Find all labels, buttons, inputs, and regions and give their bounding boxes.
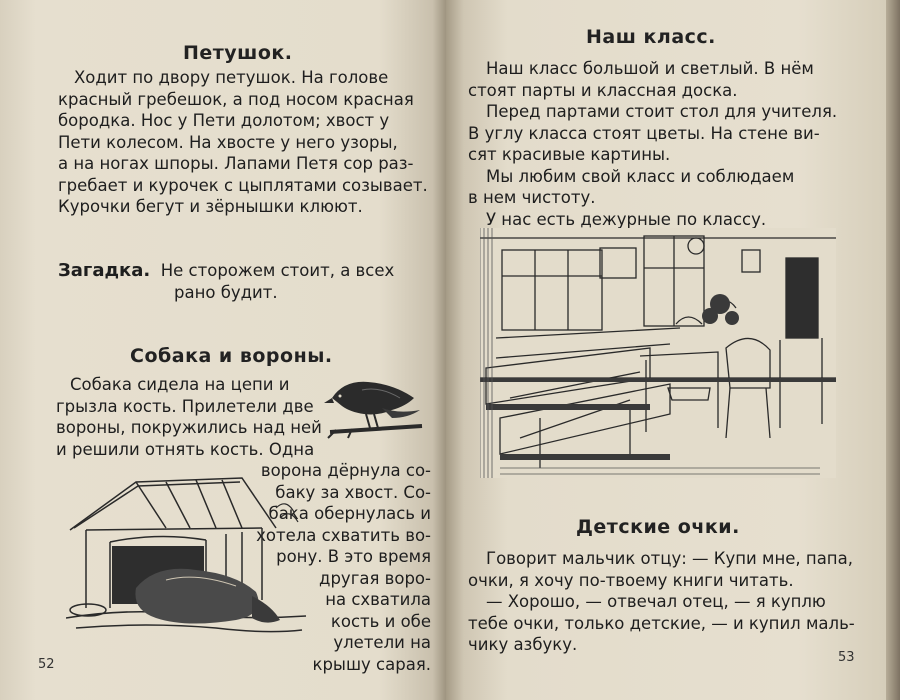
text-line: Мы любим свой класс и соблюдаем bbox=[486, 166, 795, 186]
text-line: красный гребешок, а под носом красная bbox=[58, 89, 414, 109]
text-line: В углу класса стоят цветы. На стене ви- bbox=[468, 123, 820, 143]
text-line: чику азбуку. bbox=[468, 635, 578, 654]
text-line: улетели на bbox=[333, 633, 431, 652]
text-line: Ходит по двору петушок. На голове bbox=[74, 68, 389, 87]
riddle-text-line2: рано будит. bbox=[174, 282, 278, 302]
title-sobaka: Собака и вороны. bbox=[130, 345, 333, 367]
book-edge bbox=[886, 0, 900, 700]
page-number-left: 52 bbox=[38, 657, 55, 672]
text-line: бака обернулась и bbox=[268, 504, 431, 523]
text-line: рону. В это время bbox=[276, 547, 431, 566]
right-page bbox=[446, 0, 886, 700]
text-line: сят красивые картины. bbox=[468, 145, 671, 164]
riddle-text-line1: Не сторожем стоит, а всех bbox=[160, 261, 395, 280]
text-line: У нас есть дежурные по классу. bbox=[486, 209, 767, 229]
text-line: бородка. Нос у Пети долотом; хвост у bbox=[58, 111, 390, 130]
text-line: на схватила bbox=[325, 590, 431, 609]
text-line: а на ногах шпоры. Лапами Петя сор раз- bbox=[58, 154, 414, 173]
text-line: крышу сарая. bbox=[312, 654, 431, 674]
text-line: гребает и курочек с цыплятами созывает. bbox=[58, 175, 428, 195]
text-line: хотела схватить во- bbox=[256, 525, 431, 545]
text-line: ворона дёрнула со- bbox=[260, 461, 431, 480]
text-line: в нем чистоту. bbox=[468, 188, 596, 207]
petushok-text bbox=[58, 67, 428, 218]
text-line: Наш класс большой и светлый. В нём bbox=[486, 59, 814, 78]
text-line: баку за хвост. Со- bbox=[275, 482, 431, 502]
text-line: — Хорошо, — отвечал отец, — я куплю bbox=[486, 592, 826, 611]
nash-klass-text bbox=[468, 58, 863, 230]
title-detskie-ochki: Детские очки. bbox=[576, 516, 740, 538]
ochki-text bbox=[468, 548, 863, 656]
text-line: Собака сидела на цепи и bbox=[70, 375, 290, 394]
classroom-illustration bbox=[480, 228, 836, 478]
text-line: тебе очки, только детские, — и купил маль- bbox=[468, 613, 855, 633]
text-line: грызла кость. Прилетели две bbox=[56, 396, 314, 416]
left-page bbox=[0, 0, 446, 700]
title-nash-klass: Наш класс. bbox=[586, 26, 716, 48]
text-line: и решили отнять кость. Одна bbox=[56, 439, 315, 459]
page-number-right: 53 bbox=[838, 650, 855, 665]
text-line: Пети колесом. На хвосте у него узоры, bbox=[58, 132, 398, 152]
crow-illustration bbox=[322, 370, 430, 442]
text-line: Перед партами стоит стол для учителя. bbox=[486, 102, 838, 121]
text-line: стоят парты и классная доска. bbox=[468, 80, 738, 100]
text-line: другая воро- bbox=[319, 568, 431, 588]
dog-kennel-illustration bbox=[66, 468, 316, 646]
title-petushok: Петушок. bbox=[183, 42, 293, 64]
text-line: вороны, покружились над ней bbox=[56, 418, 322, 437]
text-line: Курочки бегут и зёрнышки клюют. bbox=[58, 197, 363, 216]
text-line: кость и обе bbox=[330, 611, 431, 631]
text-line: Говорит мальчик отцу: — Купи мне, папа, bbox=[486, 549, 853, 568]
sobaka-text-top bbox=[56, 374, 326, 460]
riddle-label: Загадка. bbox=[58, 260, 151, 281]
riddle bbox=[58, 260, 438, 303]
text-line: очки, я хочу по-твоему книги читать. bbox=[468, 570, 794, 590]
